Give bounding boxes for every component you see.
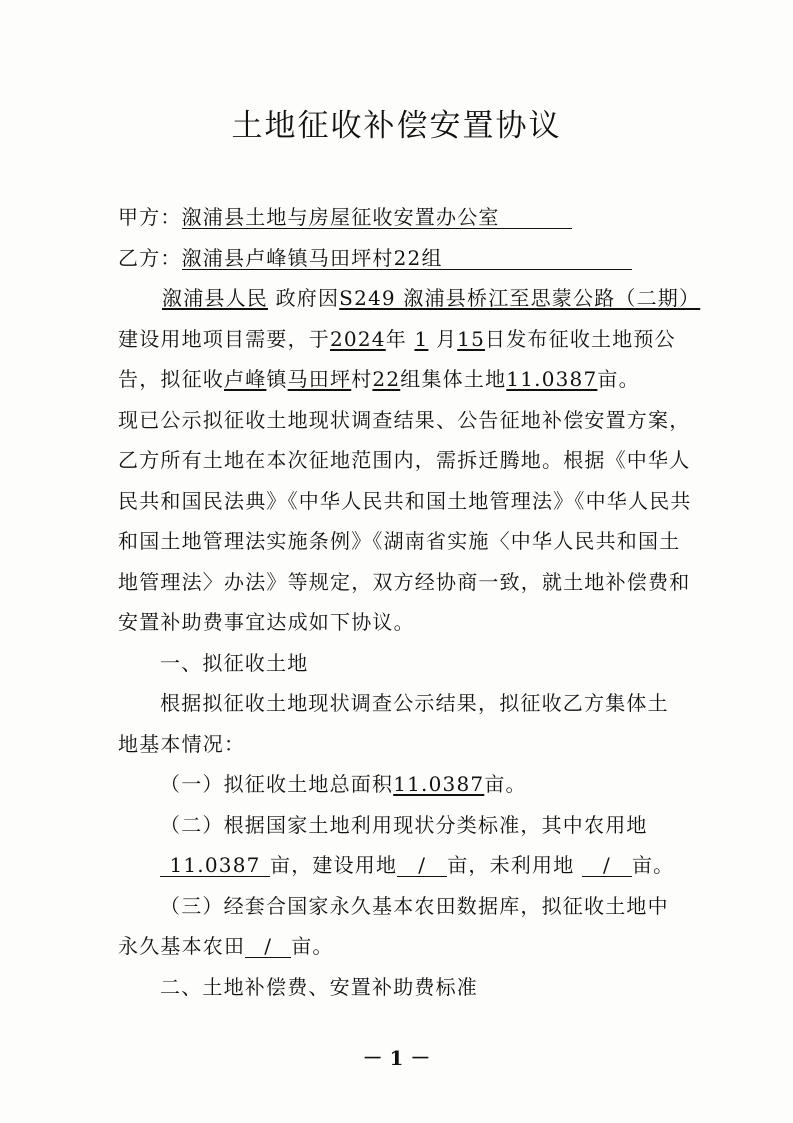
item1-area: 11.0387 bbox=[393, 772, 485, 796]
intro-text: 组集体土地 bbox=[400, 367, 507, 391]
party-a-label: 甲方： bbox=[118, 205, 182, 229]
intro-line-4: 现已公示拟征收土地现状调查结果、公告征地补偿安置方案， bbox=[118, 408, 691, 432]
intro-project: S249 溆浦县桥江至思蒙公路（二期） bbox=[339, 286, 701, 310]
section1-item2: （二）根据国家土地利用现状分类标准，其中农用地 bbox=[160, 813, 648, 837]
intro-text: 日发布征收土地预公 bbox=[485, 327, 676, 351]
item-text: 亩。 bbox=[291, 934, 334, 958]
intro-village: 马田坪 bbox=[287, 367, 352, 391]
section1-p1: 根据拟征收土地现状调查公示结果，拟征收乙方集体土 bbox=[160, 691, 669, 715]
intro-gov: 溆浦县人民 bbox=[162, 286, 268, 310]
section1-heading: 一、拟征收土地 bbox=[160, 651, 309, 675]
item-text: （一）拟征收土地总面积 bbox=[160, 772, 394, 796]
section1-item2-values bbox=[160, 853, 720, 877]
intro-text: 年 bbox=[385, 327, 407, 351]
item-text: 亩。 bbox=[631, 853, 675, 877]
intro-month: 1 bbox=[414, 327, 429, 351]
intro-line-1 bbox=[162, 286, 722, 310]
item-text: 亩，未利用地 bbox=[447, 853, 575, 877]
section1-item3: （三）经套合国家永久基本农田数据库，拟征收土地中 bbox=[160, 894, 669, 918]
intro-day: 15 bbox=[457, 327, 486, 351]
party-a-line bbox=[118, 205, 678, 229]
item2-build-area: / bbox=[397, 854, 447, 877]
item-text: 永久基本农田 bbox=[118, 934, 246, 958]
item2-unused-area: / bbox=[582, 854, 632, 877]
intro-text: 政府因 bbox=[275, 286, 340, 310]
intro-line-6: 民共和国民法典》《中华人民共和国土地管理法》《中华人民共 bbox=[118, 489, 692, 513]
party-b-line bbox=[118, 246, 678, 270]
intro-text: 告，拟征收 bbox=[118, 367, 224, 391]
intro-line-9: 安置补助费事宜达成如下协议。 bbox=[118, 610, 415, 634]
item3-area: / bbox=[245, 935, 291, 958]
party-b-label: 乙方： bbox=[118, 246, 182, 270]
item-text: 亩，建设用地 bbox=[270, 853, 398, 877]
page-number: － 1 － bbox=[362, 1046, 431, 1070]
intro-text: 建设用地项目需要，于 bbox=[118, 327, 330, 351]
intro-area: 11.0387 bbox=[506, 367, 598, 391]
document-title: 土地征收补偿安置协议 bbox=[231, 108, 562, 144]
section1-item3-values bbox=[118, 934, 678, 958]
section2-heading: 二、土地补偿费、安置补助费标准 bbox=[160, 975, 478, 999]
item2-farm-area: 11.0387 bbox=[160, 854, 270, 877]
intro-line-8: 地管理法〉办法》等规定，双方经协商一致，就土地补偿费和 bbox=[118, 570, 691, 594]
intro-text: 月 bbox=[435, 327, 458, 351]
party-a-value: 溆浦县土地与房屋征收安置办公室 bbox=[182, 206, 572, 229]
intro-line-2 bbox=[118, 327, 678, 351]
intro-line-3 bbox=[118, 367, 678, 391]
intro-town: 卢峰 bbox=[224, 367, 267, 391]
item-text: 亩。 bbox=[484, 772, 527, 796]
intro-group: 22 bbox=[372, 367, 401, 391]
section1-item1 bbox=[160, 772, 720, 796]
intro-year: 2024 bbox=[330, 327, 386, 351]
intro-text: 亩。 bbox=[597, 367, 640, 391]
intro-text: 镇 bbox=[266, 367, 288, 391]
party-b-value: 溆浦县卢峰镇马田坪村22组 bbox=[182, 247, 632, 270]
intro-text: 村 bbox=[351, 367, 373, 391]
intro-line-7: 和国土地管理法实施条例》《湖南省实施〈中华人民共和国土 bbox=[118, 529, 681, 553]
section1-p2: 地基本情况： bbox=[118, 732, 246, 756]
intro-line-5: 乙方所有土地在本次征地范围内，需拆迁腾地。根据《中华人 bbox=[118, 448, 691, 472]
